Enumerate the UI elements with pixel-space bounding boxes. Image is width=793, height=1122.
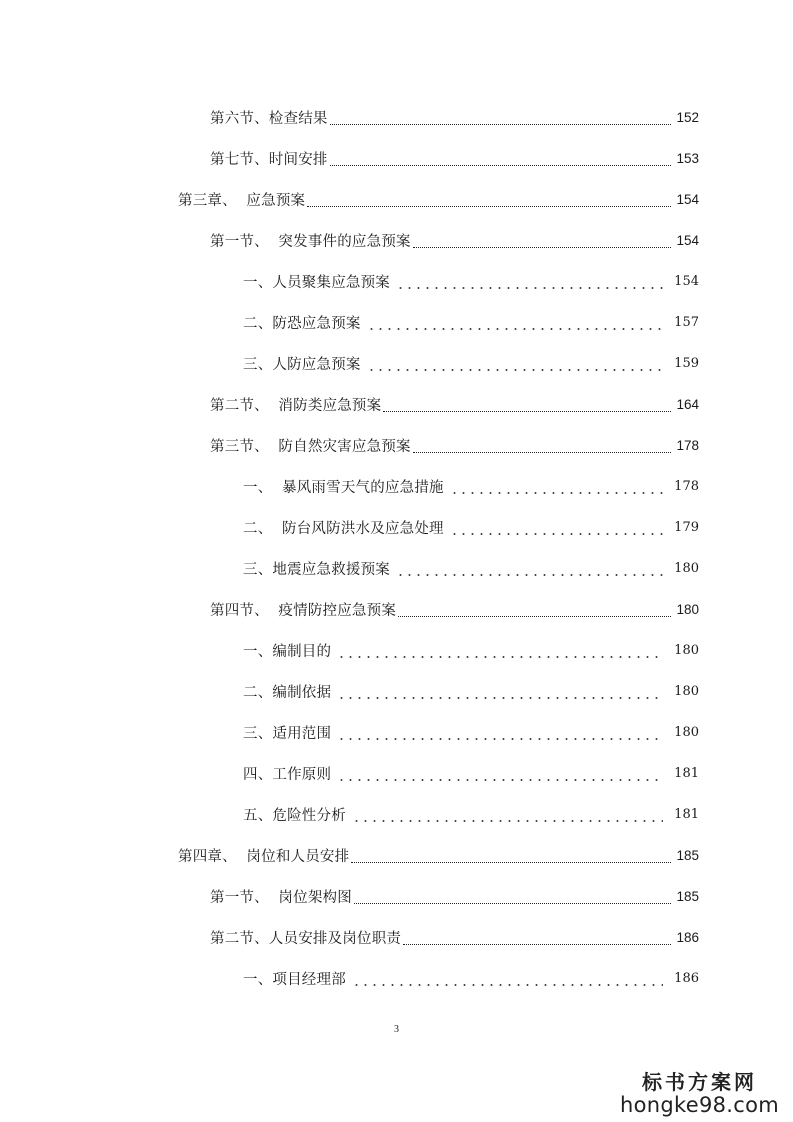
toc-entry-page: 157 (674, 315, 699, 330)
toc-entry-page: 185 (676, 848, 699, 863)
toc-entry[interactable] (0, 179, 793, 220)
toc-entry[interactable] (0, 425, 793, 466)
toc-entry[interactable] (0, 507, 793, 548)
toc-entry[interactable] (0, 589, 793, 630)
toc-dot-leader (367, 368, 663, 372)
toc-entry-title: 二、防恐应急预案 (243, 316, 361, 332)
toc-entry[interactable] (0, 220, 793, 261)
toc-entry-page: 186 (676, 930, 699, 945)
toc-entry-title: 二、 防台风防洪水及应急处理 (243, 521, 444, 537)
toc-dot-leader (352, 819, 663, 823)
toc-entry[interactable] (0, 261, 793, 302)
toc-entry-title: 一、人员聚集应急预案 (243, 275, 390, 291)
toc-dot-leader (354, 903, 671, 904)
toc-entry-title: 第二节、 消防类应急预案 (210, 398, 382, 414)
toc-entry-page: 181 (674, 766, 699, 781)
toc-dot-leader (403, 944, 671, 945)
toc-entry-page: 181 (674, 807, 699, 822)
toc-entry[interactable] (0, 835, 793, 876)
toc-entry-page: 186 (674, 971, 699, 986)
page-number: 3 (394, 1024, 399, 1035)
toc-entry[interactable] (0, 712, 793, 753)
toc-entry-title: 第三节、 防自然灾害应急预案 (210, 439, 411, 455)
toc-entry-title: 三、人防应急预案 (243, 357, 361, 373)
toc-entry-title: 一、 暴风雨雪天气的应急措施 (243, 480, 444, 496)
watermark-url: hongke98.com (620, 1093, 779, 1117)
toc-entry[interactable] (0, 671, 793, 712)
toc-dot-leader (450, 491, 663, 495)
toc-entry[interactable] (0, 384, 793, 425)
toc-entry-title: 第三章、 应急预案 (178, 193, 306, 209)
toc-dot-leader (367, 327, 663, 331)
toc-entry-title: 第四章、 岗位和人员安排 (178, 849, 350, 865)
toc-entry-title: 三、地震应急救援预案 (243, 562, 390, 578)
toc-entry-page: 179 (674, 520, 699, 535)
toc-entry[interactable] (0, 466, 793, 507)
watermark-title: 标书方案网 (642, 1070, 757, 1094)
toc-dot-leader (396, 573, 663, 577)
toc-entry[interactable] (0, 794, 793, 835)
toc-entry[interactable] (0, 343, 793, 384)
toc-entry[interactable] (0, 138, 793, 179)
toc-dot-leader (330, 124, 671, 125)
toc-entry[interactable] (0, 917, 793, 958)
toc-dot-leader (352, 983, 663, 987)
toc-entry-title: 二、编制依据 (243, 685, 332, 701)
toc-entry-title: 三、适用范围 (243, 726, 332, 742)
toc-dot-leader (337, 737, 663, 741)
toc-entry-page: 154 (674, 274, 699, 289)
toc-dot-leader (337, 696, 663, 700)
toc-entry-page: 178 (674, 479, 699, 494)
toc-entry[interactable] (0, 630, 793, 671)
toc-dot-leader (383, 411, 671, 412)
toc-dot-leader (330, 165, 671, 166)
toc-entry[interactable] (0, 958, 793, 999)
toc-entry-page: 180 (674, 725, 699, 740)
toc-entry-page: 154 (676, 233, 699, 248)
toc-entry-title: 四、工作原则 (243, 767, 332, 783)
toc-dot-leader (413, 247, 671, 248)
toc-dot-leader (307, 206, 671, 207)
table-of-contents (0, 97, 793, 999)
toc-dot-leader (337, 655, 663, 659)
toc-entry-title: 第四节、 疫情防控应急预案 (210, 603, 397, 619)
toc-entry-page: 180 (674, 561, 699, 576)
toc-entry-page: 180 (674, 643, 699, 658)
toc-entry[interactable] (0, 302, 793, 343)
toc-entry-page: 180 (674, 684, 699, 699)
toc-entry[interactable] (0, 753, 793, 794)
toc-dot-leader (337, 778, 663, 782)
toc-dot-leader (450, 532, 663, 536)
toc-entry-title: 第二节、人员安排及岗位职责 (210, 931, 402, 947)
toc-entry-page: 185 (676, 889, 699, 904)
toc-entry[interactable] (0, 876, 793, 917)
watermark-logo (620, 1066, 779, 1117)
toc-entry-page: 178 (676, 438, 699, 453)
toc-entry[interactable] (0, 97, 793, 138)
toc-entry-title: 第一节、 突发事件的应急预案 (210, 234, 411, 250)
toc-entry-page: 152 (676, 110, 699, 125)
toc-entry[interactable] (0, 548, 793, 589)
toc-dot-leader (413, 452, 671, 453)
toc-entry-title: 第六节、检查结果 (210, 111, 328, 127)
toc-entry-page: 154 (676, 192, 699, 207)
toc-dot-leader (396, 286, 663, 290)
toc-entry-page: 159 (674, 356, 699, 371)
toc-entry-title: 一、编制目的 (243, 644, 332, 660)
toc-entry-title: 第七节、时间安排 (210, 152, 328, 168)
toc-dot-leader (398, 616, 671, 617)
toc-dot-leader (351, 862, 671, 863)
toc-entry-page: 164 (676, 397, 699, 412)
toc-entry-page: 153 (676, 151, 699, 166)
toc-entry-page: 180 (676, 602, 699, 617)
toc-entry-title: 一、项目经理部 (243, 972, 346, 988)
toc-entry-title: 五、危险性分析 (243, 808, 346, 824)
toc-entry-title: 第一节、 岗位架构图 (210, 890, 352, 906)
